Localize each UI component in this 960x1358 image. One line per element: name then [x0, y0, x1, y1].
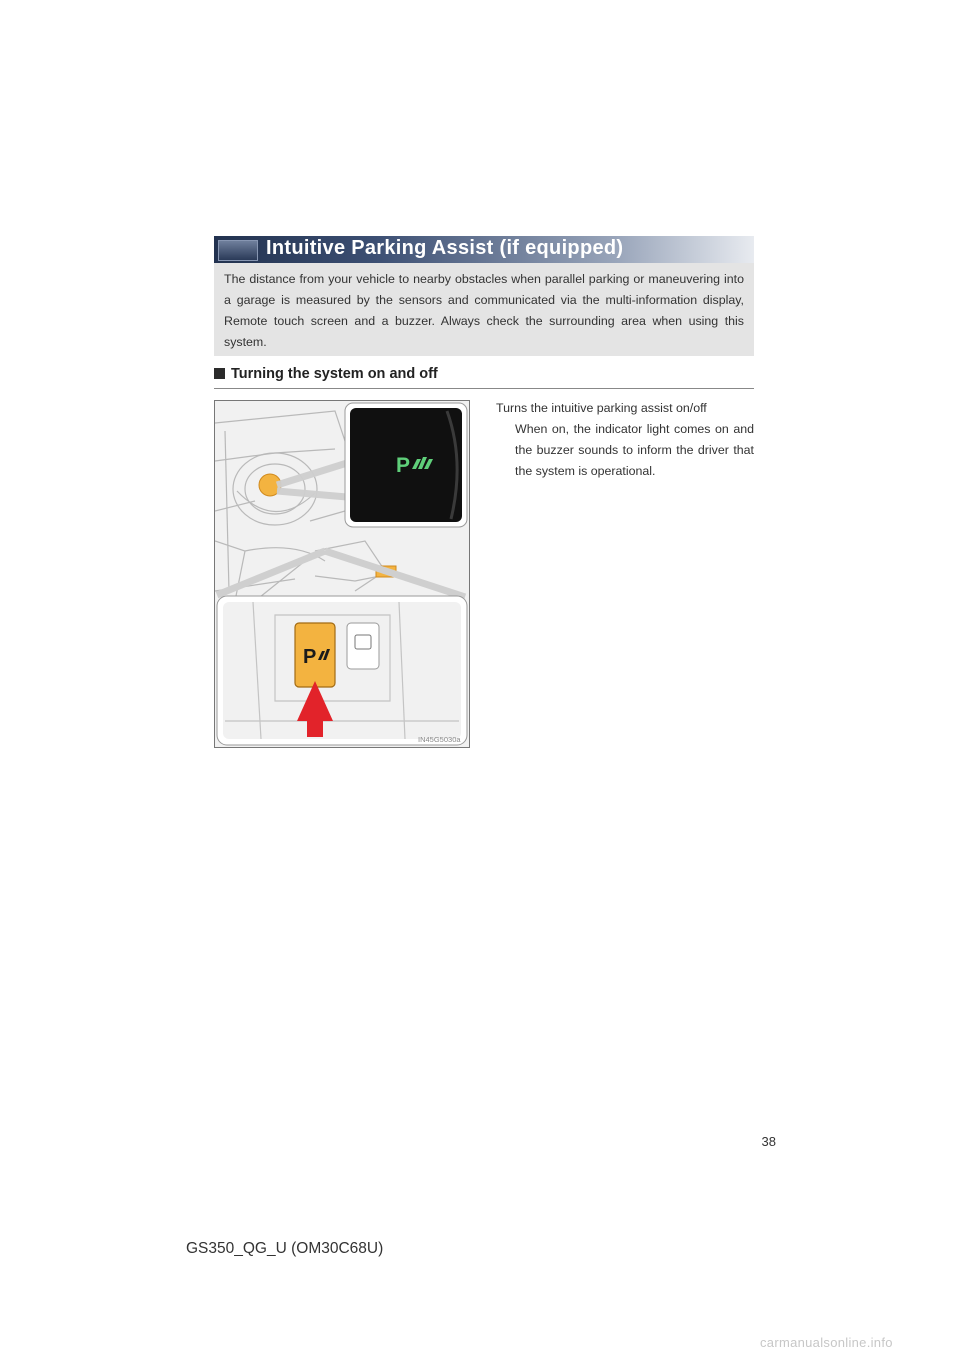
instruction-text: Turns the intuitive parking assist on/off — [496, 401, 707, 415]
document-code: GS350_QG_U (OM30C68U) — [186, 1240, 384, 1257]
watermark: carmanualsonline.info — [760, 1335, 893, 1350]
parking-assist-indicator-icon: P — [396, 454, 411, 477]
adjacent-switch — [347, 623, 379, 669]
intro-text: The distance from your vehicle to nearby obstacles when parallel parking or maneuvering into a garage is measured by the sensors and communicated via the multi-information display, Remote touch screen and a buzzer. Always check the surrounding area when using this system. — [224, 272, 744, 349]
figure-code: IN45G5030a — [418, 735, 461, 744]
page-title: Intuitive Parking Assist (if equipped) — [266, 237, 624, 259]
dashboard-illustration — [214, 400, 470, 748]
note-text: When on, the indicator light comes on and the buzzer sounds to inform the driver that the system is operational. — [515, 422, 754, 478]
section-heading — [214, 366, 754, 389]
section-title-bar — [214, 236, 754, 263]
page-number: 38 — [761, 1134, 776, 1149]
section-heading-text: Turning the system on and off — [231, 366, 438, 382]
intro-box — [214, 263, 754, 356]
square-bullet-icon — [214, 368, 225, 379]
parking-assist-button-icon: P — [303, 646, 317, 668]
title-chip-icon — [218, 240, 258, 261]
